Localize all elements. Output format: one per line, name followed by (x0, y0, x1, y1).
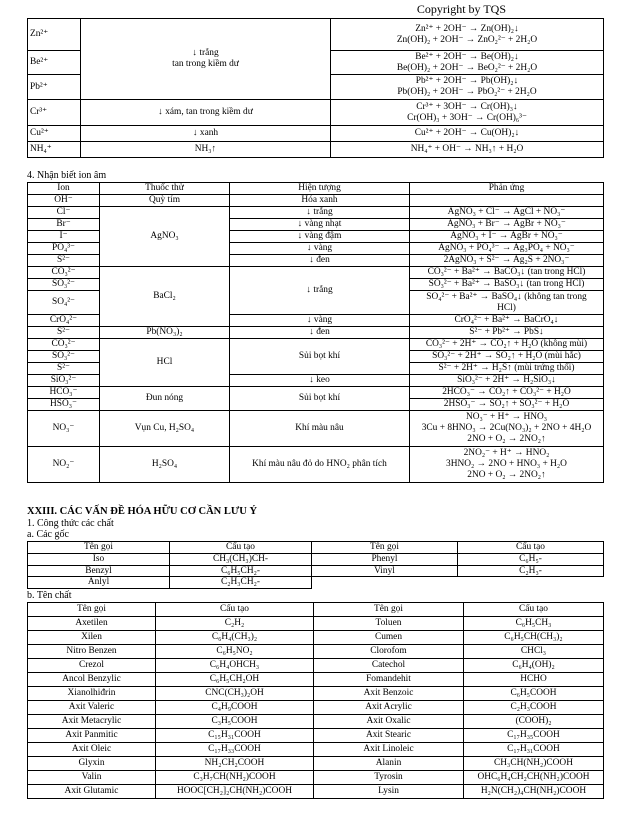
ion-cell: S²⁻ (28, 255, 100, 267)
table-row (28, 687, 604, 701)
reaction-cell: CO₃²⁻ + 2H⁺ → CO₂↑ + H₂O (không mùi) (410, 339, 604, 351)
structure-cell: C₆H₅CH₃ (464, 617, 604, 631)
table-row: Iso CH₃(CH₃)CH- Phenyl C₆H₅- (28, 553, 604, 565)
anion-section-title: 4. Nhận biết ion âm (27, 170, 107, 181)
reaction-cell: 2AgNO₃ + S²⁻ → Ag₂S + 2NO₃⁻ (410, 255, 604, 267)
reagent-cell: AgNO₃ (100, 207, 230, 267)
reagent-cell: BaCl₂ (100, 267, 230, 327)
reaction-cell: Cr³⁺ + 3OH⁻ → Cr(OH)₃↓ Cr(OH)₃ + 3OH⁻ → Cr(OH)₆³⁻ (331, 100, 604, 126)
structure-cell: C₆H₄(CH₃)₂ (156, 631, 314, 645)
name-cell: Axit Linoleic (314, 743, 464, 757)
table-row (28, 771, 604, 785)
structure-cell: (COOH)₂ (464, 715, 604, 729)
phenomenon-cell: Sủi bọt khí (230, 387, 410, 411)
ion-cell: S²⁻ (28, 363, 100, 375)
table-row (28, 743, 604, 757)
reaction-cell: NO₃⁻ + H⁺ → HNO₃ 3Cu + 8HNO₃ → 2Cu(NO₃)₂ + 2NO + 4H₂O 2NO + O₂ → 2NO₂↑ (410, 411, 604, 447)
reaction-cell: SO₃²⁻ + Ba²⁺ → BaSO₃↓ (tan trong HCl) (410, 279, 604, 291)
header-structure: Cấu tạo (458, 542, 604, 554)
structure-cell: CHCl₃ (464, 645, 604, 659)
ion-cell: PO₄³⁻ (28, 243, 100, 255)
name-cell: Xilen (28, 631, 156, 645)
phenomenon-cell: Hóa xanh (230, 195, 410, 207)
table-row: Anlyl C₂H₃CH₂- (28, 577, 604, 589)
header-structure: Cấu tạo (170, 542, 312, 554)
reagent-cell: Quỳ tím (100, 195, 230, 207)
reaction-cell: SO₃²⁻ + 2H⁺ → SO₂↑ + H₂O (mùi hắc) (410, 351, 604, 363)
reaction-cell: Be²⁺ + 2OH⁻ → Be(OH)₂↓ Be(OH)₂ + 2OH⁻ → BeO₂²⁻ + 2H₂O (331, 51, 604, 75)
name-cell: Axit Glutamic (28, 785, 156, 799)
ion-cell: NO₃⁻ (28, 411, 100, 447)
structure-cell: HCHO (464, 673, 604, 687)
structure-cell: C₆H₅CH₂OH (156, 673, 314, 687)
reagent-cell: Vụn Cu, H₂SO₄ (100, 411, 230, 447)
reaction-cell (410, 195, 604, 207)
name-cell: Tyrosin (314, 771, 464, 785)
reaction-cell: AgNO₃ + I⁻ → AgBr + NO₃⁻ (410, 231, 604, 243)
substance-names-table (27, 602, 604, 799)
phenomenon-cell: ↓ vàng đậm (230, 231, 410, 243)
name-cell: Axit Metacrylic (28, 715, 156, 729)
phenomenon-cell: Khí màu nâu đỏ do HNO₂ phân tích (230, 447, 410, 483)
subsection-a-heading: a. Các gốc (27, 529, 69, 540)
name-cell: Lysin (314, 785, 464, 799)
structure-cell: C₆H₅CH(CH₃)₂ (464, 631, 604, 645)
name-cell: Nitro Benzen (28, 645, 156, 659)
reagent-cell: HCl (100, 339, 230, 387)
phenomenon-cell: ↓ trắng (230, 267, 410, 315)
reaction-cell: CrO₄²⁻ + Ba²⁺ → BaCrO₄↓ (410, 315, 604, 327)
name-cell: Xianolhiđrin (28, 687, 156, 701)
phenomenon-cell: Sủi bọt khí (230, 339, 410, 375)
header-reaction: Phản ứng (410, 183, 604, 195)
ion-cell: Zn²⁺ (28, 19, 81, 51)
name-cell: Catechol (314, 659, 464, 673)
structure-cell: H₂N(CH₂)₄CH(NH₂)COOH (464, 785, 604, 799)
name-cell: Axit Panmitic (28, 729, 156, 743)
reaction-cell: 2NO₂⁻ + H⁺ → HNO₂ 3HNO₂ → 2NO + HNO₃ + H₂O 2NO + O₂ → 2NO₂↑ (410, 447, 604, 483)
reagent-cell: Đun nóng (100, 387, 230, 411)
ion-cell: SiO₃²⁻ (28, 375, 100, 387)
structure-cell: HOOC[CH₂]₂CH(NH₂)COOH (156, 785, 314, 799)
structure-cell: C₆H₄OHCH₃ (156, 659, 314, 673)
name-cell: Axit Stearic (314, 729, 464, 743)
structure-cell: C₁₇H₃₃COOH (156, 743, 314, 757)
ion-cell: Cr³⁺ (28, 100, 81, 126)
table-row (28, 673, 604, 687)
name-cell: Axit Oleic (28, 743, 156, 757)
ion-cell: Be²⁺ (28, 51, 81, 75)
reaction-cell: 2HSO₃⁻ → SO₂↑ + SO₃²⁻ + H₂O (410, 399, 604, 411)
reaction-cell: Zn²⁺ + 2OH⁻ → Zn(OH)₂↓ Zn(OH)₂ + 2OH⁻ → ZnO₂²⁻ + 2H₂O (331, 19, 604, 51)
phenomenon-cell: ↓ đen (230, 255, 410, 267)
reaction-cell: SO₄²⁻ + Ba²⁺ → BaSO₄↓ (không tan trong HCl) (410, 291, 604, 315)
header-ion: Ion (28, 183, 100, 195)
name-cell: Cumen (314, 631, 464, 645)
name-cell: Crezol (28, 659, 156, 673)
table-row (28, 729, 604, 743)
reaction-cell: SiO₃²⁻ + 2H⁺ → H₂SiO₃↓ (410, 375, 604, 387)
header-name: Tên gọi (28, 542, 170, 554)
section-heading: XXIII. CÁC VẤN ĐỀ HÓA HỮU CƠ CẦN LƯU Ý (27, 506, 258, 517)
structure-cell: C₁₅H₃₁COOH (156, 729, 314, 743)
header-structure: Cấu tạo (156, 603, 314, 617)
phenomenon-cell: ↓ vàng (230, 243, 410, 255)
ion-cell: HCO₃⁻ (28, 387, 100, 399)
ion-cell: SO₄²⁻ (28, 291, 100, 315)
name-cell: Fomandehit (314, 673, 464, 687)
ion-cell: Cu²⁺ (28, 126, 81, 142)
table-row (28, 631, 604, 645)
ion-cell: NH₄⁺ (28, 142, 81, 158)
structure-cell: C₃H₅COOH (156, 715, 314, 729)
structure-cell: C₂H₃COOH (464, 701, 604, 715)
structure-cell: C₁₇H₃₁COOH (464, 743, 604, 757)
reaction-cell: 2HCO₃⁻ → CO₂↑ + CO₃²⁻ + H₂O (410, 387, 604, 399)
reaction-cell: AgNO₃ + Br⁻ → AgBr + NO₃⁻ (410, 219, 604, 231)
reaction-cell: CO₃²⁻ + Ba²⁺ → BaCO₃↓ (tan trong HCl) (410, 267, 604, 279)
table-row (28, 715, 604, 729)
structure-cell: C₆H₄(OH)₂ (464, 659, 604, 673)
phenomenon-cell: ↓ đen (230, 327, 410, 339)
header-name: Tên gọi (312, 542, 458, 554)
ion-cell: SO₃²⁻ (28, 351, 100, 363)
structure-cell: C₃H₇CH(NH₂)COOH (156, 771, 314, 785)
header-phenomenon: Hiện tượng (230, 183, 410, 195)
subsection-heading: 1. Công thức các chất (27, 518, 114, 529)
phenomenon-cell: ↓ vàng nhạt (230, 219, 410, 231)
header-name: Tên gọi (28, 603, 156, 617)
phenomenon-cell: Khí màu nâu (230, 411, 410, 447)
name-cell: Alanin (314, 757, 464, 771)
table-row: Benzyl C₆H₅CH₂- Vinyl C₂H₃- (28, 565, 604, 577)
name-cell: Valin (28, 771, 156, 785)
reaction-cell: AgNO₃ + Cl⁻ → AgCl + NO₃⁻ (410, 207, 604, 219)
phenomenon-cell: NH₃↑ (81, 142, 331, 158)
name-cell: Toluen (314, 617, 464, 631)
ion-cell: Pb²⁺ (28, 75, 81, 100)
name-cell: Glyxin (28, 757, 156, 771)
ion-cell: S²⁻ (28, 327, 100, 339)
phenomenon-cell: ↓ trắng tan trong kiềm dư (81, 19, 331, 100)
name-cell: Axit Benzoic (314, 687, 464, 701)
root-groups-table (27, 541, 604, 589)
name-cell: Axit Oxalic (314, 715, 464, 729)
structure-cell: C₄H₉COOH (156, 701, 314, 715)
anion-table (27, 182, 604, 483)
cation-table (27, 18, 604, 158)
structure-cell: OHC₆H₄CH₂CH(NH₂)COOH (464, 771, 604, 785)
name-cell: Ancol Benzylic (28, 673, 156, 687)
header-structure: Cấu tạo (464, 603, 604, 617)
ion-cell: Cl⁻ (28, 207, 100, 219)
name-cell: Axit Acrylic (314, 701, 464, 715)
ion-cell: Br⁻ (28, 219, 100, 231)
name-cell: Axit Valeric (28, 701, 156, 715)
ion-cell: CO₃²⁻ (28, 267, 100, 279)
reaction-cell: NH₄⁺ + OH⁻ → NH₃↑ + H₂O (331, 142, 604, 158)
subsection-b-heading: b. Tên chất (27, 590, 72, 601)
table-row (28, 785, 604, 799)
header-reagent: Thuốc thử (100, 183, 230, 195)
ion-cell: CO₃²⁻ (28, 339, 100, 351)
ion-cell: SO₃²⁻ (28, 279, 100, 291)
structure-cell: NH₂CH₂COOH (156, 757, 314, 771)
header-name: Tên gọi (314, 603, 464, 617)
name-cell: Axetilen (28, 617, 156, 631)
table-row (28, 701, 604, 715)
reaction-cell: Cu²⁺ + 2OH⁻ → Cu(OH)₂↓ (331, 126, 604, 142)
name-cell: Clorofom (314, 645, 464, 659)
structure-cell: CNC(CH₃)₂OH (156, 687, 314, 701)
phenomenon-cell: ↓ keo (230, 375, 410, 387)
ion-cell: HSO₃⁻ (28, 399, 100, 411)
structure-cell: CH₃CH(NH₂)COOH (464, 757, 604, 771)
ion-cell: OH⁻ (28, 195, 100, 207)
table-row (28, 645, 604, 659)
reaction-cell: S²⁻ + Pb²⁺ → PbS↓ (410, 327, 604, 339)
reaction-cell: Pb²⁺ + 2OH⁻ → Pb(OH)₂↓ Pb(OH)₂ + 2OH⁻ → PbO₂²⁻ + 2H₂O (331, 75, 604, 100)
ion-cell: CrO₄²⁻ (28, 315, 100, 327)
structure-cell: C₂H₂ (156, 617, 314, 631)
phenomenon-cell: ↓ xanh (81, 126, 331, 142)
table-row (28, 617, 604, 631)
reagent-cell: H₂SO₄ (100, 447, 230, 483)
structure-cell: C₆H₅NO₂ (156, 645, 314, 659)
reaction-cell: S²⁻ + 2H⁺ → H₂S↑ (mùi trứng thối) (410, 363, 604, 375)
structure-cell: C₆H₅COOH (464, 687, 604, 701)
copyright-text: Copyright by TQS (416, 2, 506, 16)
structure-cell: C₁₇H₃₅COOH (464, 729, 604, 743)
ion-cell: I⁻ (28, 231, 100, 243)
phenomenon-cell: ↓ trắng (230, 207, 410, 219)
table-row (28, 659, 604, 673)
table-row (28, 757, 604, 771)
phenomenon-cell: ↓ vàng (230, 315, 410, 327)
phenomenon-cell: ↓ xám, tan trong kiềm dư (81, 100, 331, 126)
ion-cell: NO₂⁻ (28, 447, 100, 483)
reagent-cell: Pb(NO₃)₂ (100, 327, 230, 339)
reaction-cell: AgNO₃ + PO₄³⁻ → Ag₃PO₄ + NO₃⁻ (410, 243, 604, 255)
